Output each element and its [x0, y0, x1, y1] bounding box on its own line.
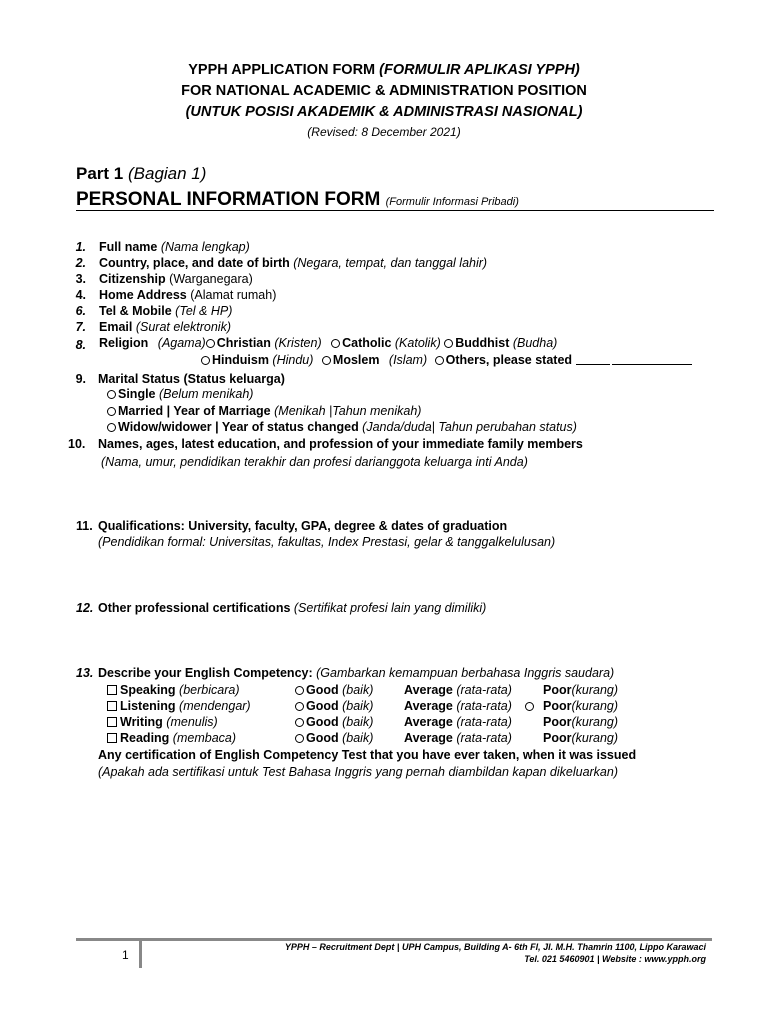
- english-cert-question: Any certification of English Competency Test that you have ever taken, when it was issued: [98, 748, 637, 762]
- speaking-average[interactable]: Average (rata-rata): [404, 683, 512, 697]
- form-title-underline: [76, 210, 714, 211]
- religion-buddhist-radio[interactable]: [444, 339, 453, 348]
- reading-good-radio[interactable]: [295, 734, 304, 743]
- writing-good: Good (baik): [295, 715, 373, 729]
- religion-moslem-radio[interactable]: [322, 356, 331, 365]
- english-row-listening: Listening (mendengar): [107, 699, 251, 713]
- header-line-3: (UNTUK POSISI AKADEMIK & ADMINISTRASI NASIONAL): [185, 104, 583, 120]
- page-number: 1: [122, 948, 129, 962]
- listening-good: Good (baik): [295, 699, 373, 713]
- item-citizenship: Citizenship (Warganegara): [99, 272, 253, 286]
- english-row-writing: Writing (menulis): [107, 715, 218, 729]
- religion-christian-radio[interactable]: [206, 339, 215, 348]
- item-number: 9.: [75, 372, 86, 386]
- speaking-poor[interactable]: Poor(kurang): [543, 683, 619, 697]
- listening-poor[interactable]: Poor(kurang): [543, 699, 619, 713]
- revised-date: (Revised: 8 December 2021): [307, 125, 461, 139]
- english-row-reading: Reading (membaca): [107, 731, 236, 745]
- item-qualifications-sub: (Pendidikan formal: Universitas, fakultas, Index Prestasi, gelar & tanggalkelulusan): [98, 535, 556, 549]
- religion-line-2: Hinduism (Hindu) Moslem (Islam) Others, please stated: [201, 353, 692, 367]
- item-religion: Religion (Agama) Christian (Kristen) Catholic (Katolik) Buddhist (Budha): [99, 336, 558, 350]
- marital-married: Married | Year of Marriage (Menikah |Tahun menikah): [107, 404, 421, 418]
- footer-rule: [76, 938, 712, 941]
- item-number: 7.: [75, 320, 86, 334]
- writing-average[interactable]: Average (rata-rata): [404, 715, 512, 729]
- item-email: Email (Surat elektronik): [99, 320, 232, 334]
- item-full-name: Full name (Nama lengkap): [99, 240, 250, 254]
- listening-average[interactable]: Average (rata-rata): [404, 699, 512, 713]
- reading-average[interactable]: Average (rata-rata): [404, 731, 512, 745]
- item-number: 13.: [76, 666, 94, 680]
- religion-others-radio[interactable]: [435, 356, 444, 365]
- listening-good-radio[interactable]: [295, 702, 304, 711]
- item-family-members-sub: (Nama, umur, pendidikan terakhir dan profesi darianggota keluarga inti Anda): [101, 455, 528, 469]
- marital-single-radio[interactable]: [107, 390, 116, 399]
- listening-poor-radio[interactable]: [525, 702, 534, 711]
- header-line-2: FOR NATIONAL ACADEMIC & ADMINISTRATION POSITION: [181, 83, 587, 99]
- item-number: 2.: [75, 256, 86, 270]
- item-family-members: Names, ages, latest education, and profession of your immediate family members: [98, 437, 583, 451]
- marital-widow: Widow/widower | Year of status changed (Janda/duda| Tahun perubahan status): [107, 420, 577, 434]
- item-qualifications: Qualifications: University, faculty, GPA, degree & dates of graduation: [98, 519, 508, 533]
- religion-others-blank[interactable]: [576, 353, 610, 365]
- marital-widow-radio[interactable]: [107, 423, 116, 432]
- part-label: Part 1 (Bagian 1): [76, 164, 207, 183]
- reading-poor[interactable]: Poor(kurang): [543, 731, 619, 745]
- item-birth: Country, place, and date of birth (Negara, tempat, dan tanggal lahir): [99, 256, 488, 270]
- item-tel-mobile: Tel & Mobile (Tel & HP): [99, 304, 233, 318]
- item-number: 12.: [76, 601, 94, 615]
- item-number: 11.: [76, 519, 93, 533]
- religion-catholic-radio[interactable]: [331, 339, 340, 348]
- reading-good: Good (baik): [295, 731, 373, 745]
- listening-checkbox[interactable]: [107, 701, 117, 711]
- header-line-1: YPPH APPLICATION FORM (FORMULIR APLIKASI YPPH): [188, 62, 580, 78]
- item-number: 4.: [75, 288, 86, 302]
- item-number: 6.: [75, 304, 86, 318]
- speaking-good: Good (baik): [295, 683, 373, 697]
- footer-contact: Tel. 021 5460901 | Website : www.ypph.org: [524, 954, 706, 964]
- item-marital-status: Marital Status (Status keluarga): [98, 372, 285, 386]
- item-english-competency: Describe your English Competency: (Gambarkan kemampuan berbahasa Inggris saudara): [98, 666, 615, 680]
- writing-checkbox[interactable]: [107, 717, 117, 727]
- footer-divider: [139, 938, 142, 968]
- form-title: PERSONAL INFORMATION FORM (Formulir Informasi Pribadi): [76, 189, 519, 210]
- item-number: 10.: [68, 437, 86, 451]
- reading-checkbox[interactable]: [107, 733, 117, 743]
- item-number: 1.: [75, 240, 86, 254]
- marital-married-radio[interactable]: [107, 407, 116, 416]
- footer-address: YPPH – Recruitment Dept | UPH Campus, Building A- 6th Fl, Jl. M.H. Thamrin 1100, Lippo Karawaci: [284, 942, 706, 952]
- item-number: 3.: [75, 272, 86, 286]
- item-number: 8.: [75, 338, 86, 352]
- item-certifications: Other professional certifications (Sertifikat profesi lain yang dimiliki): [98, 601, 487, 615]
- item-home-address: Home Address (Alamat rumah): [99, 288, 277, 302]
- speaking-checkbox[interactable]: [107, 685, 117, 695]
- religion-others-blank-2[interactable]: [612, 353, 692, 365]
- speaking-good-radio[interactable]: [295, 686, 304, 695]
- writing-good-radio[interactable]: [295, 718, 304, 727]
- english-row-speaking: Speaking (berbicara): [107, 683, 239, 697]
- writing-poor[interactable]: Poor(kurang): [543, 715, 619, 729]
- english-cert-question-sub: (Apakah ada sertifikasi untuk Test Bahasa Inggris yang pernah diambildan kapan dikeluarkan): [98, 765, 618, 779]
- religion-hinduism-radio[interactable]: [201, 356, 210, 365]
- marital-single: Single (Belum menikah): [107, 387, 253, 401]
